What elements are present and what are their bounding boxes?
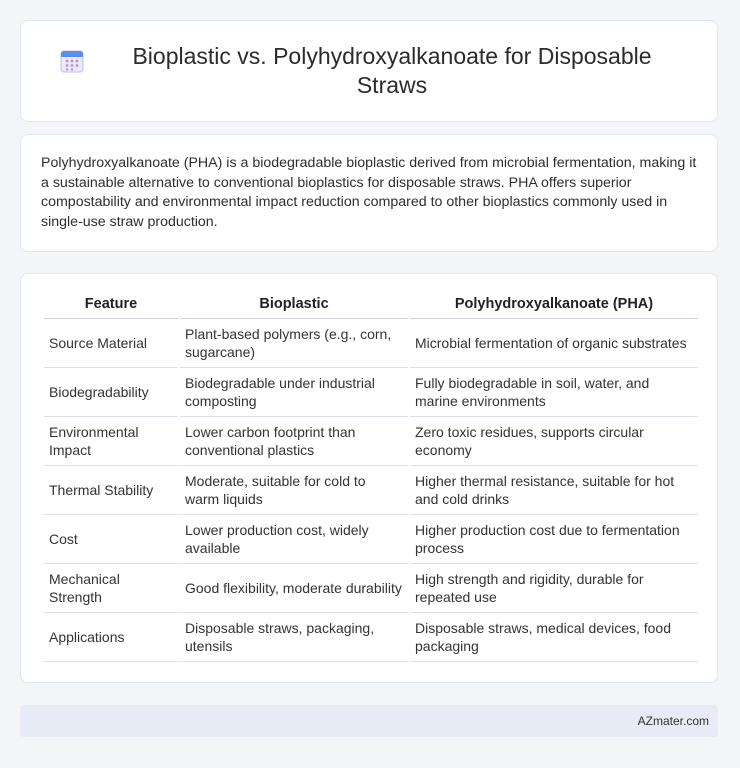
header-bioplastic: Bioplastic xyxy=(180,296,408,319)
table-row xyxy=(44,319,698,368)
footer-bar xyxy=(20,705,718,737)
bioplastic-cell: Biodegradable under industrial composting xyxy=(180,368,408,417)
table-header-row xyxy=(44,296,698,319)
comparison-table xyxy=(42,296,700,662)
bioplastic-cell: Lower carbon footprint than conventional plastics xyxy=(180,417,408,466)
table-row xyxy=(44,564,698,613)
title-wrap xyxy=(59,42,679,100)
pha-cell: Higher thermal resistance, suitable for hot and cold drinks xyxy=(410,466,698,515)
pha-cell: Disposable straws, medical devices, food packaging xyxy=(410,613,698,662)
header-feature: Feature xyxy=(44,296,178,319)
pha-cell: Zero toxic residues, supports circular economy xyxy=(410,417,698,466)
feature-cell: Biodegradability xyxy=(44,368,178,417)
bioplastic-cell: Disposable straws, packaging, utensils xyxy=(180,613,408,662)
bioplastic-cell: Lower production cost, widely available xyxy=(180,515,408,564)
feature-cell: Source Material xyxy=(44,319,178,368)
feature-cell: Cost xyxy=(44,515,178,564)
pha-cell: Fully biodegradable in soil, water, and marine environments xyxy=(410,368,698,417)
intro-card xyxy=(20,134,718,252)
feature-cell: Mechanical Strength xyxy=(44,564,178,613)
intro-paragraph: Polyhydroxyalkanoate (PHA) is a biodegradable bioplastic derived from microbial fermentation, making it a sustainable alternative to conventional bioplastics for disposable straws. PHA offers superior compostability and environmental impact reduction compared to other bioplastics commonly used in single-use straw production. xyxy=(41,155,697,230)
table-row xyxy=(44,368,698,417)
feature-cell: Thermal Stability xyxy=(44,466,178,515)
header-pha: Polyhydroxyalkanoate (PHA) xyxy=(410,296,698,319)
title-card xyxy=(20,20,718,122)
bioplastic-cell: Good flexibility, moderate durability xyxy=(180,564,408,613)
pha-cell: Higher production cost due to fermentation process xyxy=(410,515,698,564)
page-title: Bioplastic vs. Polyhydroxyalkanoate for Disposable Straws xyxy=(132,43,652,98)
calendar-icon xyxy=(59,48,85,74)
feature-cell: Applications xyxy=(44,613,178,662)
feature-cell: Environmental Impact xyxy=(44,417,178,466)
bioplastic-cell: Moderate, suitable for cold to warm liquids xyxy=(180,466,408,515)
table-row xyxy=(44,613,698,662)
table-row xyxy=(44,466,698,515)
pha-cell: Microbial fermentation of organic substrates xyxy=(410,319,698,368)
footer-brand[interactable]: AZmater.com xyxy=(637,714,709,728)
table-row xyxy=(44,417,698,466)
comparison-card xyxy=(20,273,718,683)
bioplastic-cell: Plant-based polymers (e.g., corn, sugarcane) xyxy=(180,319,408,368)
pha-cell: High strength and rigidity, durable for repeated use xyxy=(410,564,698,613)
table-row xyxy=(44,515,698,564)
